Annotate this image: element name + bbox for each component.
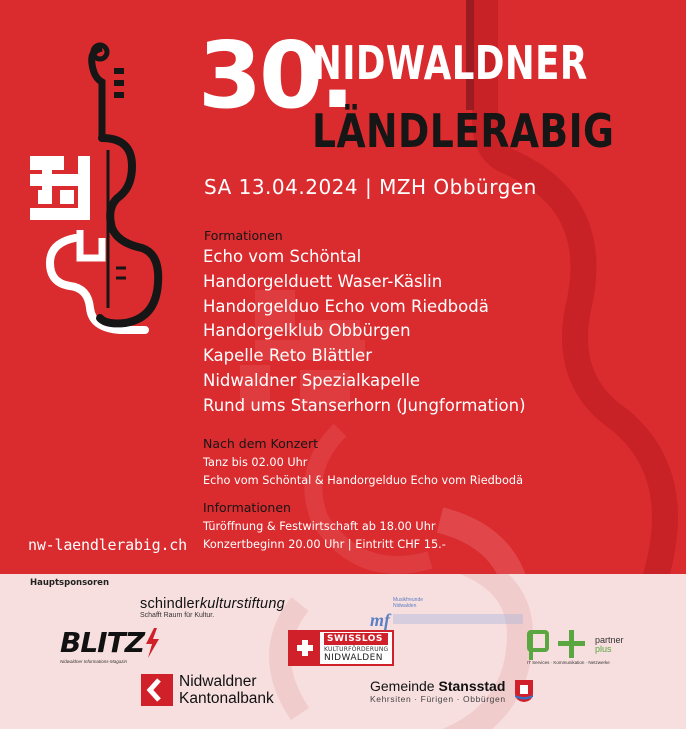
partnerplus-logo <box>527 630 624 665</box>
after-concert-line: Echo vom Schöntal & Handorgelduo Echo vom Riedbodä <box>203 473 523 487</box>
information-line: Türöffnung & Festwirtschaft ab 18.00 Uhr <box>203 520 436 533</box>
information-list <box>203 518 446 553</box>
sponsors-panel <box>0 574 686 729</box>
stansstad-tagline: Kehrsiten · Fürigen · Obbürgen <box>370 694 506 704</box>
formation-item: Rund ums Stanserhorn (Jungformation) <box>203 395 526 415</box>
blitz-tagline: Nidwaldner Informations-Magazin <box>60 659 128 664</box>
stansstad-crest-icon <box>514 679 534 703</box>
schindler-tagline: Schafft Raum für Kultur. <box>140 612 215 619</box>
formations-heading: Formationen <box>204 228 283 243</box>
website-url: nw-laendlerabig.ch <box>28 536 187 554</box>
after-concert-heading: Nach dem Konzert <box>203 436 318 451</box>
musikfreunde-logo <box>370 597 523 631</box>
stansstad-name-a: Gemeinde <box>370 678 435 694</box>
gemeinde-stansstad-logo <box>370 678 534 704</box>
mf-line1: Musikfreunde <box>393 597 424 603</box>
title-line-2: LÄNDLERABIG <box>312 104 615 158</box>
swisslos-line2: KULTURFÖRDERUNG <box>324 646 389 653</box>
nkb-line1: Nidwaldner <box>179 673 257 690</box>
blitz-word: BLITZ <box>60 626 145 659</box>
nkb-emblem-icon <box>141 674 173 706</box>
formation-item: Handorgelduett Waser-Käslin <box>203 271 443 291</box>
lightning-icon <box>144 628 160 658</box>
partner-word: partner <box>595 635 624 645</box>
swisslos-line1: SWISSLOS <box>324 633 388 645</box>
sponsors-heading: Hauptsponsoren <box>30 578 109 588</box>
nidwaldner-kantonalbank-logo <box>141 673 274 707</box>
edition-number: 30. <box>198 22 352 129</box>
nkb-line2: Kantonalbank <box>179 690 274 707</box>
p-plus-icon <box>527 630 591 660</box>
mf-line2: Nidwalden <box>393 603 417 609</box>
formation-item: Handorgelduo Echo vom Riedbodä <box>203 296 489 316</box>
information-heading: Informationen <box>203 500 291 515</box>
information-line: Konzertbeginn 20.00 Uhr | Eintritt CHF 15.- <box>203 537 446 551</box>
schindler-name-b: kulturstiftung <box>199 596 285 612</box>
formation-item: Handorgelklub Obbürgen <box>203 321 411 341</box>
after-concert-line: Tanz bis 02.00 Uhr <box>203 456 308 469</box>
schindler-name-a: schindler <box>140 596 200 612</box>
violin-key-logo-icon <box>20 38 170 338</box>
swisslos-line3: NIDWALDEN <box>324 653 383 663</box>
plus-word: plus <box>595 644 612 654</box>
swiss-cross-icon <box>290 632 320 664</box>
date-venue: SA 13.04.2024 | MZH Obbürgen <box>204 175 537 199</box>
after-concert-list <box>203 454 523 489</box>
partnerplus-tagline: IT Services · Kommunikation · Netzwerke <box>527 660 610 665</box>
formations-list <box>203 245 526 419</box>
stansstad-name-b: Stansstad <box>438 678 506 694</box>
formation-item: Kapelle Reto Blättler <box>203 346 372 366</box>
mf-mark-icon: mf <box>370 610 390 630</box>
schindler-kulturstiftung-logo <box>140 596 285 619</box>
formation-item: Echo vom Schöntal <box>203 247 362 266</box>
title-line-1: NIDWALDNER <box>312 36 588 90</box>
formation-item: Nidwaldner Spezialkapelle <box>203 370 421 390</box>
staff-lines-icon <box>393 614 523 624</box>
blitz-logo <box>60 626 160 664</box>
swisslos-logo <box>288 630 394 666</box>
